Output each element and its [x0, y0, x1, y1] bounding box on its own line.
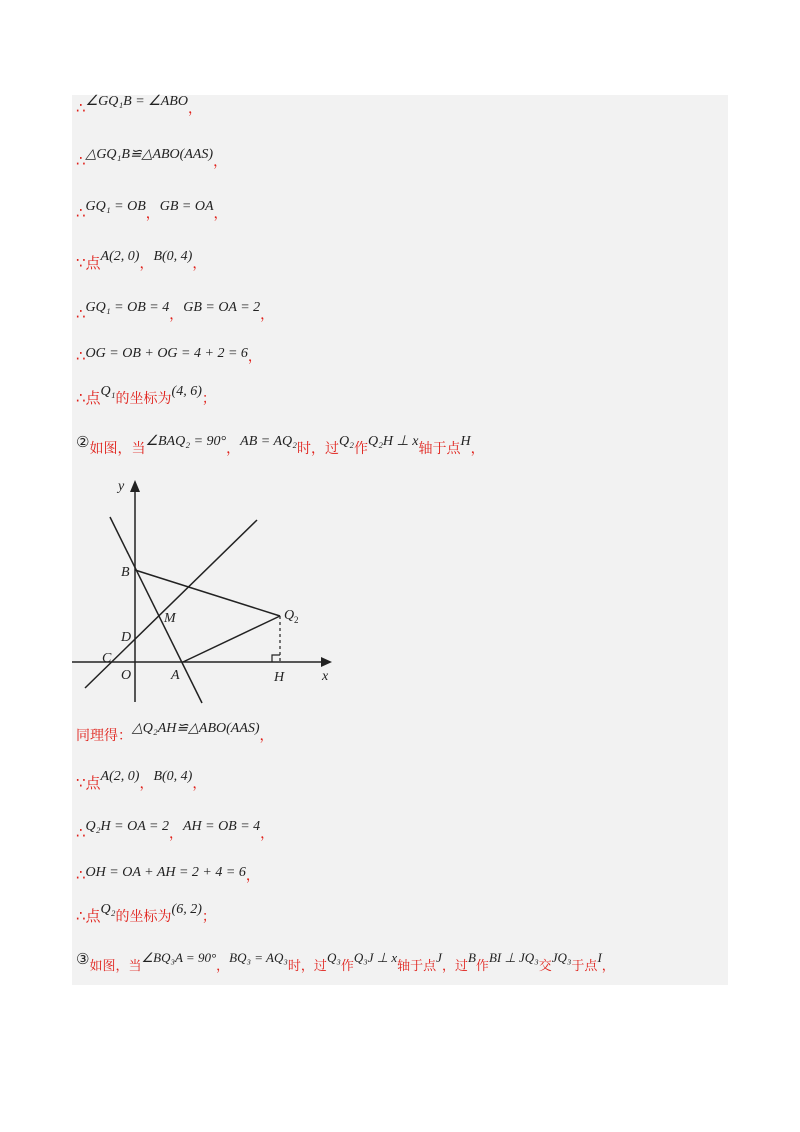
punctuation: ，: [260, 307, 275, 323]
red-text: 的坐标为: [115, 909, 172, 925]
label-d: D: [121, 630, 132, 645]
math-expression: GQ₁ = OB = 4: [85, 300, 170, 315]
punctuation: ，: [145, 206, 160, 222]
red-text: 轴于点: [397, 959, 437, 974]
red-text: 如图，当: [89, 959, 142, 974]
x-axis-arrow: [321, 657, 332, 667]
label-h: H: [274, 670, 285, 685]
math-expression: AB = AQ₂: [240, 434, 297, 449]
math-expression: BI ⊥ JQ₃: [488, 950, 539, 965]
label-o: O: [121, 668, 132, 683]
math-expression: Q₃J ⊥ x: [353, 950, 398, 965]
because-point-text: ∵点: [76, 254, 101, 272]
proof-line-9: [76, 721, 274, 747]
case-2-heading: [76, 433, 485, 460]
punctuation: ，: [601, 959, 615, 974]
right-angle-mark: [272, 655, 280, 662]
math-expression: GB = OA = 2: [183, 300, 261, 315]
punctuation: ，: [213, 206, 228, 222]
punctuation: ，: [169, 307, 184, 323]
red-text: 同理得：: [76, 728, 132, 744]
therefore-symbol: ∴: [76, 204, 86, 222]
proof-line-2: [76, 147, 228, 173]
punctuation: ，: [192, 776, 207, 792]
red-text: 时，过: [296, 441, 339, 457]
proof-line-4: [76, 249, 207, 275]
label-q2-subscript: 2: [294, 615, 299, 625]
therefore-symbol: ∴: [76, 824, 86, 842]
circled-number: ②: [76, 433, 90, 451]
math-expression: H: [460, 434, 471, 449]
label-c: C: [102, 651, 112, 666]
therefore-point-text: ∴点: [76, 907, 101, 925]
math-expression: ∠BQ₃A = 90°: [141, 950, 217, 965]
punctuation: ，: [187, 101, 202, 117]
proof-line-6: [76, 346, 262, 368]
math-expression: GB = OA: [159, 199, 214, 214]
red-text: 的坐标为: [115, 391, 172, 407]
red-text: 作: [475, 959, 489, 974]
math-expression: Q₂: [100, 902, 116, 917]
red-text: 作: [340, 959, 354, 974]
math-expression: A(2, 0): [100, 769, 140, 784]
punctuation: ，: [213, 154, 228, 170]
math-expression: OG = OB + OG = 4 + 2 = 6: [85, 346, 248, 361]
math-expression: I: [597, 950, 602, 965]
proof-line-10: [76, 769, 207, 795]
proof-line-1: [76, 94, 202, 120]
therefore-symbol: ∴: [76, 866, 86, 884]
red-text: 轴于点: [418, 441, 461, 457]
punctuation: ，: [139, 256, 154, 272]
label-x: x: [322, 669, 329, 684]
proof-line-13: [76, 902, 216, 928]
red-text: 交: [538, 959, 552, 974]
geometry-figure: [60, 470, 360, 710]
circled-number: ③: [76, 950, 90, 968]
math-expression: △Q₂AH≌△ABO(AAS): [132, 721, 260, 736]
math-expression: Q₂: [338, 434, 354, 449]
proof-line-3: [76, 199, 228, 225]
math-expression: Q₁: [100, 384, 116, 399]
math-expression: B(0, 4): [153, 769, 193, 784]
math-expression: JQ₃: [551, 950, 572, 965]
math-expression: OH = OA + AH = 2 + 4 = 6: [85, 865, 246, 880]
red-text: 于点: [571, 959, 598, 974]
punctuation: ，: [216, 959, 230, 974]
punctuation: ；: [201, 909, 216, 925]
math-expression: J: [436, 950, 442, 965]
punctuation: ，: [168, 826, 183, 842]
label-y: y: [118, 479, 125, 494]
math-expression: (6, 2): [171, 902, 202, 917]
therefore-symbol: ∴: [76, 347, 86, 365]
therefore-point-text: ∴点: [76, 389, 101, 407]
red-text: 作: [353, 441, 368, 457]
math-expression: (4, 6): [171, 384, 202, 399]
math-expression: △GQ₁B≌△ABO(AAS): [85, 147, 214, 162]
punctuation: ，: [139, 776, 154, 792]
therefore-symbol: ∴: [76, 99, 86, 117]
math-expression: GQ₁ = OB: [85, 199, 146, 214]
punctuation: ，: [260, 826, 275, 842]
punctuation: ，: [192, 256, 207, 272]
math-expression: Q₂H ⊥ x: [367, 434, 419, 449]
proof-line-12: [76, 865, 260, 887]
therefore-symbol: ∴: [76, 152, 86, 170]
y-axis-arrow: [130, 480, 140, 492]
red-text: 如图，当: [89, 441, 146, 457]
red-text: ，过: [441, 959, 468, 974]
segment-aq2: [183, 616, 280, 662]
segment-bq2: [135, 570, 280, 616]
proof-line-11: [76, 819, 275, 845]
math-expression: AH = OB = 4: [182, 819, 261, 834]
proof-line-5: [76, 300, 275, 326]
math-expression: BQ₃ = AQ₃: [229, 950, 288, 965]
math-expression: Q₂H = OA = 2: [85, 819, 169, 834]
math-expression: B: [467, 950, 476, 965]
math-expression: ∠BAQ₂ = 90°: [145, 434, 227, 449]
math-expression: B(0, 4): [153, 249, 193, 264]
therefore-symbol: ∴: [76, 305, 86, 323]
label-q2: Q: [284, 608, 295, 623]
case-3-heading: [76, 950, 615, 977]
label-a: A: [171, 668, 180, 683]
math-expression: A(2, 0): [100, 249, 140, 264]
punctuation: ，: [470, 441, 485, 457]
label-b: B: [121, 565, 130, 580]
punctuation: ，: [245, 868, 260, 884]
punctuation: ；: [201, 391, 216, 407]
because-point-text: ∵点: [76, 774, 101, 792]
punctuation: ，: [247, 349, 262, 365]
label-m: M: [164, 611, 176, 626]
math-expression: ∠GQ₁B = ∠ABO: [85, 94, 188, 109]
math-expression: Q₃: [326, 950, 341, 965]
proof-line-7: [76, 384, 216, 410]
red-text: 时，过: [287, 959, 327, 974]
punctuation: ，: [259, 728, 274, 744]
punctuation: ，: [226, 441, 241, 457]
